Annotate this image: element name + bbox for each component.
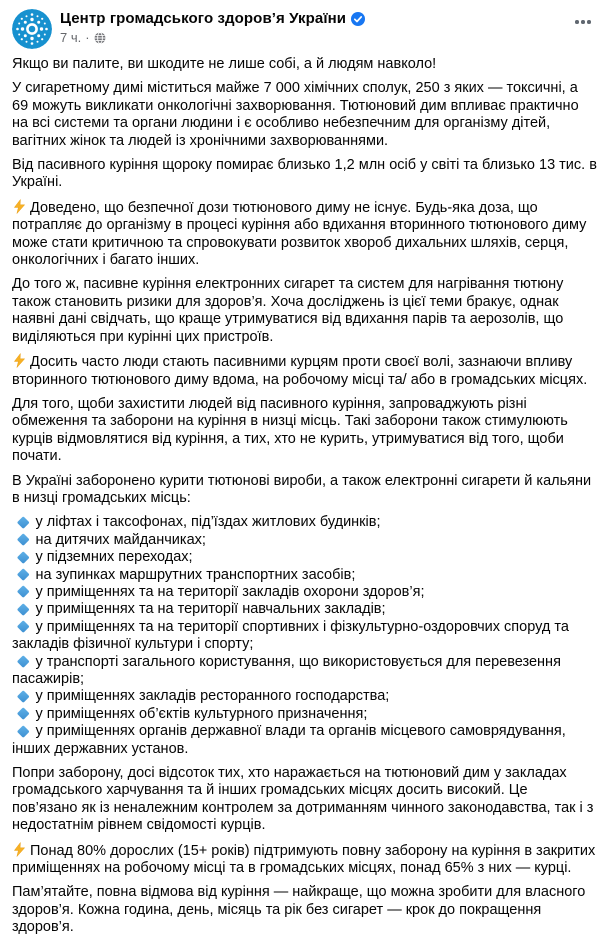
globe-icon — [94, 32, 106, 44]
paragraph-text: У сигаретному димі міститься майже 7 000 хімічних сполук, 250 з яких — токсичні, а 69 можуть викликати онкологічні захворювання. Тютюновий дим впливає практично на всі системи та органи людини і є особливо небезпечним для організму дітей, вагітних жінок та людей із хронічними захворюваннями. — [12, 80, 579, 149]
lightning-icon — [12, 353, 27, 368]
list-item — [12, 567, 597, 584]
list-item — [12, 654, 597, 689]
list-item — [12, 706, 597, 723]
timestamp-separator: · — [85, 30, 90, 45]
blue-diamond-icon — [17, 568, 29, 580]
post-paragraph — [12, 276, 597, 346]
paragraph-text: Від пасивного куріння щороку помирає близько 1,2 млн осіб у світі та близько 13 тис. в Україні. — [12, 157, 597, 191]
paragraph-text: Доведено, що безпечної дози тютюнового диму не існує. Будь-яка доза, що потрапляє до організму в процесі куріння або вдихання вторинного тютюнового диму може стати критичною та спровокувати розвиток хвороб дихальних шляхів, серця, онкологічних і багато інших. — [12, 199, 587, 269]
header-meta — [60, 9, 365, 45]
post-paragraph — [12, 842, 597, 878]
paragraph-text: Пам’ятайте, повна відмова від куріння — найкраще, що можна зробити для власного здоров’я. Кожна година, день, місяць та рік без сигарет — крок до покращення здоров’я. — [12, 884, 586, 936]
paragraph-text: Якщо ви палите, ви шкодите не лише собі, а й людям навколо! — [12, 56, 437, 72]
list-item-text: у підземних переходах; — [35, 549, 193, 566]
list-item-text: у приміщеннях та на території спортивних і фізкультурно-оздоровчих споруд та закладів фізичної культури і спорту; — [12, 618, 569, 653]
list-item-text: у ліфтах і таксофонах, під’їздах житлових будинків; — [35, 514, 381, 531]
blue-diamond-icon — [17, 586, 29, 598]
paragraph-text: Понад 80% дорослих (15+ років) підтримують повну заборону на куріння в закритих приміщеннях на робочому місці та в громадських місцях, понад 65% з них — курці. — [12, 842, 596, 877]
verified-badge-icon — [351, 12, 365, 26]
blue-diamond-icon — [17, 551, 29, 563]
lightning-icon — [12, 842, 27, 857]
lightning-icon — [12, 199, 27, 214]
list-item-text: у приміщеннях об’єктів культурного призначення; — [35, 705, 368, 722]
list-item — [12, 688, 597, 705]
blue-diamond-icon — [17, 690, 29, 702]
blue-diamond-icon — [17, 603, 29, 615]
paragraph-text: Для того, щоби захистити людей від пасивного куріння, запроваджують різні обмеження та заборони на куріння в низці місць. Такі заборони також стимулюють курців відмовлятися від куріння, а тих, хто не курить, утримуватися від того, щоби почати. — [12, 395, 568, 465]
paragraph-text: Попри заборону, досі відсоток тих, хто наражається на тютюновий дим у закладах громадського харчування та й інших громадських місцях досить високий. Це пов’язано як із неналежним контролем за дотриманням чинного законодавства, так і з недостатнім рівнем свідомості курців. — [12, 765, 594, 834]
post-header — [0, 0, 611, 51]
post-paragraph — [12, 157, 597, 192]
list-item — [12, 549, 597, 566]
post-paragraph — [12, 80, 597, 150]
list-item — [12, 532, 597, 549]
blue-diamond-icon — [17, 516, 29, 528]
banned-places-list — [12, 514, 597, 758]
list-item-text: у транспорті загального користування, що використовується для перевезення пасажирів; — [12, 653, 561, 687]
post-paragraph — [12, 56, 597, 73]
list-item-text: у приміщеннях органів державної влади та органів місцевого самоврядування, інших державних установ. — [12, 723, 566, 757]
paragraph-text: До того ж, пасивне куріння електронних сигарет та систем для нагрівання тютюну також становить ризики для здоров’я. Хоча досліджень із цієї теми бракує, однак наявні дані свідчать, що краще утримуватися від вдихання парів та аерозолів, що виділяються при курінні цих пристроїв. — [12, 276, 564, 345]
blue-diamond-icon — [17, 621, 29, 633]
list-item — [12, 514, 597, 531]
list-item-text: у приміщеннях закладів ресторанного господарства; — [35, 688, 390, 705]
blue-diamond-icon — [17, 533, 29, 545]
blue-diamond-icon — [17, 655, 29, 667]
post-paragraph — [12, 199, 597, 270]
list-item-text: у приміщеннях та на території закладів охорони здоров’я; — [35, 583, 425, 600]
paragraph-text: Досить часто люди стають пасивними курцям проти своєї волі, зазнаючи впливу вторинного тютюнового диму вдома, на робочому місці та/ або в громадських місцях. — [12, 354, 588, 388]
list-item-text: на зупинках маршрутних транспортних засобів; — [35, 566, 356, 583]
list-item-text: на дитячих майданчиках; — [35, 531, 206, 548]
post-paragraph — [12, 353, 597, 389]
post-paragraph — [12, 765, 597, 835]
page-avatar[interactable] — [12, 9, 52, 49]
paragraph-text: В Україні заборонено курити тютюнові вироби, а також електронні сигарети й кальяни в низці громадських місць: — [12, 472, 592, 506]
list-item — [12, 584, 597, 601]
list-item — [12, 723, 597, 758]
page-name-link[interactable]: Центр громадського здоров’я України — [60, 10, 347, 27]
blue-diamond-icon — [17, 725, 29, 737]
blue-diamond-icon — [17, 708, 29, 720]
post-paragraph — [12, 396, 597, 466]
post-paragraph — [12, 473, 597, 508]
list-item-text: у приміщеннях та на території навчальних закладів; — [35, 601, 386, 618]
post-paragraph — [12, 884, 597, 936]
list-item — [12, 601, 597, 618]
post-timestamp[interactable]: 7 ч. — [60, 30, 82, 45]
more-options-icon[interactable] — [571, 14, 595, 30]
post-body — [0, 51, 611, 943]
list-item — [12, 619, 597, 654]
